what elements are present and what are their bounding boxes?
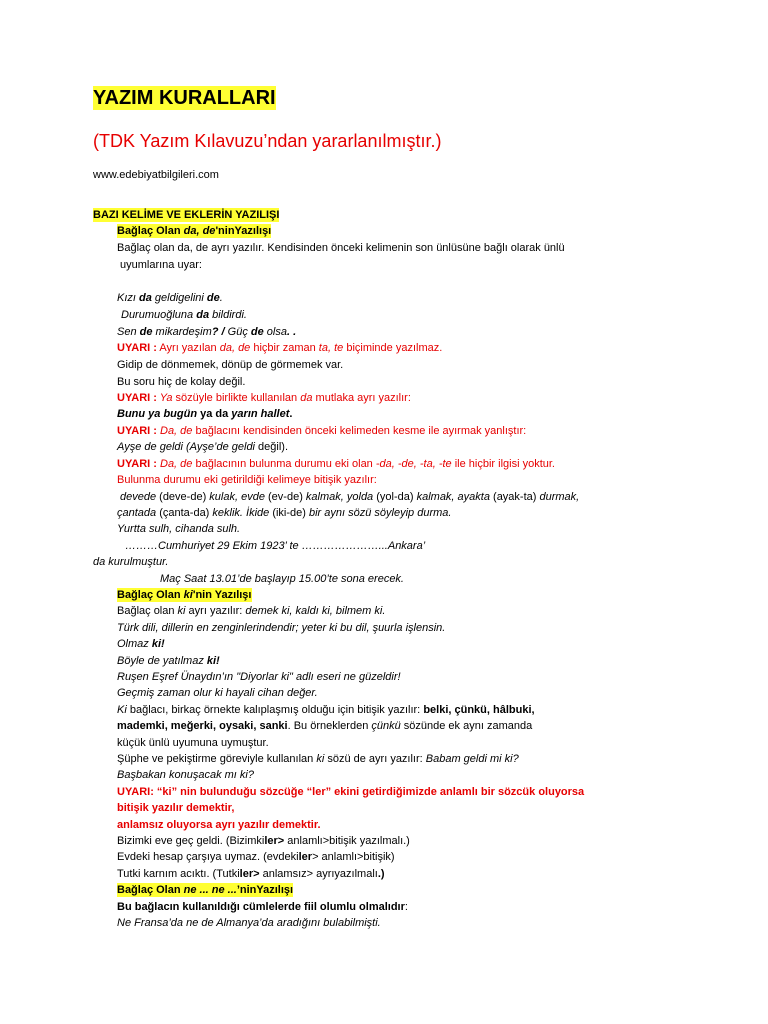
example-line [117, 506, 451, 520]
example-line [117, 654, 220, 668]
paragraph [117, 867, 385, 881]
text: de [206, 292, 220, 304]
text: bir aynı sözü söyleyip durma. [309, 507, 452, 519]
text: Evdeki hesap çarşıya uymaz. (evdeki [117, 851, 299, 863]
heading-ne-ne [117, 883, 293, 897]
text: Ayrı yazılan [156, 342, 220, 354]
text: çantada [117, 507, 157, 519]
text: çünkü [371, 720, 401, 732]
text: ler> [264, 835, 285, 847]
text: Güç [227, 326, 251, 338]
example-line [117, 291, 223, 305]
text: (ayak-ta) [489, 491, 540, 503]
text: bağlacı, birkaç örnekte kalıplaşmış olduğu için bitişik yazılır: [126, 704, 424, 716]
example-line [117, 407, 292, 421]
text: Bizimki eve geç geldi. (Bizimki [117, 835, 265, 847]
text: ? / [211, 326, 228, 338]
paragraph: Bağlaç olan da, de ayrı yazılır. Kendisinden önceki kelimenin son ünlüsüne bağlı olarak ünlü [117, 242, 565, 254]
doc-subtitle: (TDK Yazım Kılavuzu’ndan yararlanılmıştır.) [93, 131, 442, 151]
text: durmak, [539, 491, 580, 503]
paragraph: Gidip de dönmemek, dönüp de görmemek var. [117, 359, 344, 371]
warning-line: UYARI: “ki” nin bulunduğu sözcüğe “ler” ekini getirdiğimizde anlamlı bir sözcük oluyorsa [117, 786, 585, 798]
text: kalmak, ayakta [416, 491, 490, 503]
text: belki, çünkü, hâlbuki, [423, 704, 535, 716]
text: değil). [255, 441, 289, 453]
text: de [250, 326, 264, 338]
paragraph [117, 703, 535, 717]
text: anlamlı>bitişik yazılmalı.) [284, 835, 410, 847]
text: Tutki karnım acıktı. (Tutki [117, 868, 240, 880]
paragraph [117, 900, 408, 914]
example-line: Başbakan konuşacak mı ki? [117, 769, 254, 781]
text: biçiminde yazılmaz. [343, 342, 443, 354]
example-line: ………Cumhuriyet 29 Ekim 1923’ te …………………...Ankara’ [125, 540, 426, 552]
paragraph: Bu soru hiç de kolay değil. [117, 376, 246, 388]
text: da, de [219, 342, 251, 354]
paragraph [117, 850, 395, 864]
text: Şüphe ve pekiştirme göreviyle kullanılan [117, 753, 317, 765]
example-line [117, 637, 165, 651]
paragraph: uyumlarına uyar: [120, 259, 202, 271]
paragraph [117, 752, 519, 766]
text: ki! [151, 638, 165, 650]
text: > anlamlı>bitişik) [312, 851, 395, 863]
text: sözüyle birlikte kullanılan [172, 392, 301, 404]
text: sözünde ek aynı zamanda [400, 720, 533, 732]
text: sözü de ayrı yazılır: [324, 753, 426, 765]
text: (deve-de) [156, 491, 210, 503]
warning-line [117, 391, 411, 405]
text: Da, de [156, 425, 193, 437]
warning-line [117, 457, 555, 471]
text: Bağlaç Olan [117, 884, 184, 896]
text: Olmaz [117, 638, 152, 650]
text: anlamsız> ayrıyazılmalı [259, 868, 378, 880]
warning-line: anlamsız oluyorsa ayrı yazılır demektir. [117, 819, 321, 831]
text: Bu bağlacın kullanıldığı cümlelerde fiil olumlu olmalıdır [117, 901, 405, 913]
text: (çanta-da) [156, 507, 213, 519]
text: keklik. İkide [212, 507, 270, 519]
text: ile hiçbir ilgisi yoktur. [451, 458, 555, 470]
warning-line: Bulunma durumu eki getirildiği kelimeye bitişik yazılır: [117, 474, 377, 486]
text: mikardeşim [152, 326, 212, 338]
text: bağlacının bulunma durumu eki olan [192, 458, 376, 470]
text: (yol-da) [373, 491, 417, 503]
text: Bağlaç Olan [117, 225, 184, 237]
text: olsa [263, 326, 287, 338]
text: ya da [197, 408, 232, 420]
example-line: da kurulmuştur. [93, 556, 169, 568]
heading-da-de [117, 224, 271, 238]
text: ler [298, 851, 313, 863]
text: Bunu ya bugün [117, 408, 198, 420]
text: Sen [117, 326, 140, 338]
example-line: Türk dili, dillerin en zenginlerindendir; yeter ki bu dil, şuurla işlensin. [117, 622, 446, 634]
text: ki [316, 753, 325, 765]
heading-ki [117, 588, 252, 602]
paragraph [117, 834, 410, 848]
text: mutlaka ayrı yazılır: [312, 392, 411, 404]
text: Bağlaç Olan [117, 589, 184, 601]
text: (ev-de) [264, 491, 306, 503]
paragraph [117, 719, 532, 733]
example-line: Maç Saat 13.01’de başlayıp 15.00’te sona erecek. [160, 573, 404, 585]
paragraph [117, 604, 385, 618]
text: yarın hallet [231, 408, 290, 420]
example-line: Geçmiş zaman olur ki hayali cihan değer. [117, 687, 318, 699]
text: devede [120, 491, 157, 503]
text: Ya [156, 392, 173, 404]
paragraph: küçük ünlü uyumuna uymuştur. [117, 737, 269, 749]
text: ’ninYazılışı [236, 884, 294, 896]
example-line: Yurtta sulh, cihanda sulh. [117, 523, 241, 535]
text: 'ninYazılışı [215, 225, 272, 237]
text: . Bu örneklerden [287, 720, 372, 732]
text: bağlacını kendisinden önceki kelimeden kesme ile ayırmak yanlıştır: [192, 425, 527, 437]
text: bildirdi. [209, 309, 247, 321]
example-line [120, 490, 579, 504]
website-url[interactable]: www.edebiyatbilgileri.com [93, 169, 219, 181]
text: -da, -de, -ta, -te [375, 458, 452, 470]
text: 'nin Yazılışı [192, 589, 252, 601]
text: Durumuoğluna [121, 309, 197, 321]
text: Babam geldi mi ki? [425, 753, 519, 765]
text: ki [183, 589, 193, 601]
text: ta, te [318, 342, 344, 354]
text: hiçbir zaman [250, 342, 319, 354]
warning-line [117, 424, 526, 438]
text: da, de [183, 225, 216, 237]
text: Kızı [117, 292, 140, 304]
text: UYARI : [117, 392, 157, 404]
warning-line: bitişik yazılır demektir, [117, 802, 235, 814]
text: ayrı yazılır: [185, 605, 246, 617]
text: (iki-de) [269, 507, 309, 519]
text: ne ... ne ... [183, 884, 237, 896]
text: ki! [206, 655, 220, 667]
text: Da, de [156, 458, 193, 470]
text: geldigelini [151, 292, 207, 304]
text: mademki, meğerki, oysaki, sanki [117, 720, 288, 732]
text: . [289, 408, 293, 420]
text: . [219, 292, 223, 304]
example-line [117, 325, 296, 339]
text: da [196, 309, 210, 321]
text: Ki [117, 704, 127, 716]
text: . . [287, 326, 297, 338]
text: demek ki, kaldı ki, bilmem ki. [245, 605, 386, 617]
example-line [121, 308, 247, 322]
text: ler> [239, 868, 260, 880]
text: UYARI : [117, 425, 157, 437]
doc-title: YAZIM KURALLARI [93, 87, 276, 109]
text: de [139, 326, 153, 338]
text: UYARI : [117, 458, 157, 470]
text: kulak, evde [209, 491, 265, 503]
example-line: Ne Fransa’da ne de Almanya’da aradığını bulabilmişti. [117, 917, 381, 929]
text: UYARI : [117, 342, 157, 354]
text: .) [377, 868, 385, 880]
text: Bağlaç olan [117, 605, 178, 617]
warning-line [117, 341, 442, 355]
text: Ayşe de geldi (Ayşe’de geldi [117, 441, 255, 453]
text: kalmak, yolda [305, 491, 374, 503]
example-line [117, 440, 288, 454]
section-heading: BAZI KELİME VE EKLERİN YAZILIŞI [93, 209, 280, 221]
text: : [404, 901, 408, 913]
text: Böyle de yatılmaz [117, 655, 207, 667]
text: da [139, 292, 152, 304]
example-line: Ruşen Eşref Ünaydın’ın "Diyorlar ki" adlı eseri ne güzeldir! [117, 671, 401, 683]
text: ki [177, 605, 186, 617]
text: da [300, 392, 313, 404]
